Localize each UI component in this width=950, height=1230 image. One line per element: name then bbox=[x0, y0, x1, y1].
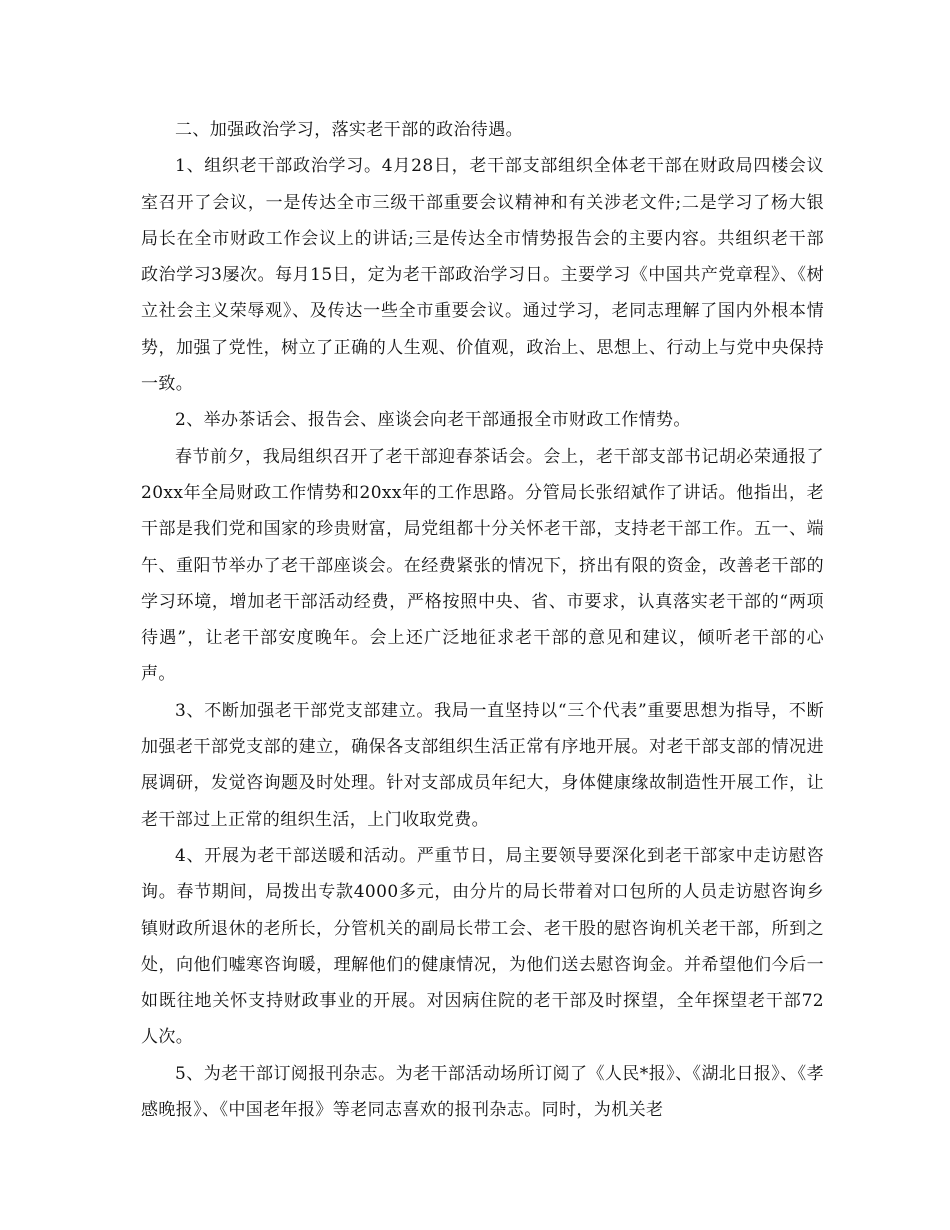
paragraph-political-study: 1、组织老干部政治学习。4月28日，老干部支部组织全体老干部在财政局四楼会议室召开了会议，一是传达全市三级干部重要会议精神和有关涉老文件;二是学习了杨大银局长在全市财政工作会议上的讲话;三是传达全市情势报告会的主要内容。共组织老干部政治学习3屡次。每月15日，定为老干部政治学习日。主要学习《中国共产党章程》、《树立社会主义荣辱观》、及传达一些全市重要会议。通过学习，老同志理解了国内外根本情势，加强了党性，树立了正确的人生观、价值观，政治上、思想上、行动上与党中央保持一致。 bbox=[141, 156, 824, 395]
paragraph-newspapers: 5、为老干部订阅报刊杂志。为老干部活动场所订阅了《人民*报》、《湖北日报》、《孝感晚报》、《中国老年报》等老同志喜欢的报刊杂志。同时，为机关老 bbox=[141, 1063, 824, 1121]
paragraph-tea-party-heading: 2、举办茶话会、报告会、座谈会向老干部通报全市财政工作情势。 bbox=[175, 410, 691, 431]
paragraph-warmth-activities: 4、开展为老干部送暖和活动。严重节日，局主要领导要深化到老干部家中走访慰咨询。春节期间，局拨出专款4000多元，由分片的局长带着对口包所的人员走访慰咨询乡镇财政所退休的老所长，分管机关的副局长带工会、老干股的慰咨询机关老干部，所到之处，向他们嘘寒咨询暖，理解他们的健康情况，为他们送去慰咨询金。并希望他们今后一如既往地关怀支持财政事业的开展。对因病住院的老干部及时探望，全年探望老干部72人次。 bbox=[141, 845, 824, 1048]
paragraph-spring-festival: 春节前夕，我局组织召开了老干部迎春茶话会。会上，老干部支部书记胡必荣通报了20xx年全局财政工作情势和20xx年的工作思路。分管局长张绍斌作了讲话。他指出，老干部是我们党和国家的珍贵财富，局党组都十分关怀老干部，支持老干部工作。五一、端午、重阳节举办了老干部座谈会。在经费紧张的情况下，挤出有限的资金，改善老干部的学习环境，增加老干部活动经费，严格按照中央、省、市要求，认真落实老干部的“两项待遇”，让老干部安度晚年。会上还广泛地征求老干部的意见和建议，倾听老干部的心声。 bbox=[141, 446, 824, 685]
section-heading-political-study: 二、加强政治学习，落实老干部的政治待遇。 bbox=[175, 120, 523, 140]
document-body bbox=[141, 112, 824, 1128]
paragraph-party-branch: 3、不断加强老干部党支部建立。我局一直坚持以“三个代表”重要思想为指导，不断加强老干部党支部的建立，确保各支部组织生活正常有序地开展。对老干部支部的情况进展调研，发觉咨询题及时处理。针对支部成员年纪大，身体健康缘故制造性开展工作，让老干部过上正常的组织生活，上门收取党费。 bbox=[141, 700, 824, 830]
